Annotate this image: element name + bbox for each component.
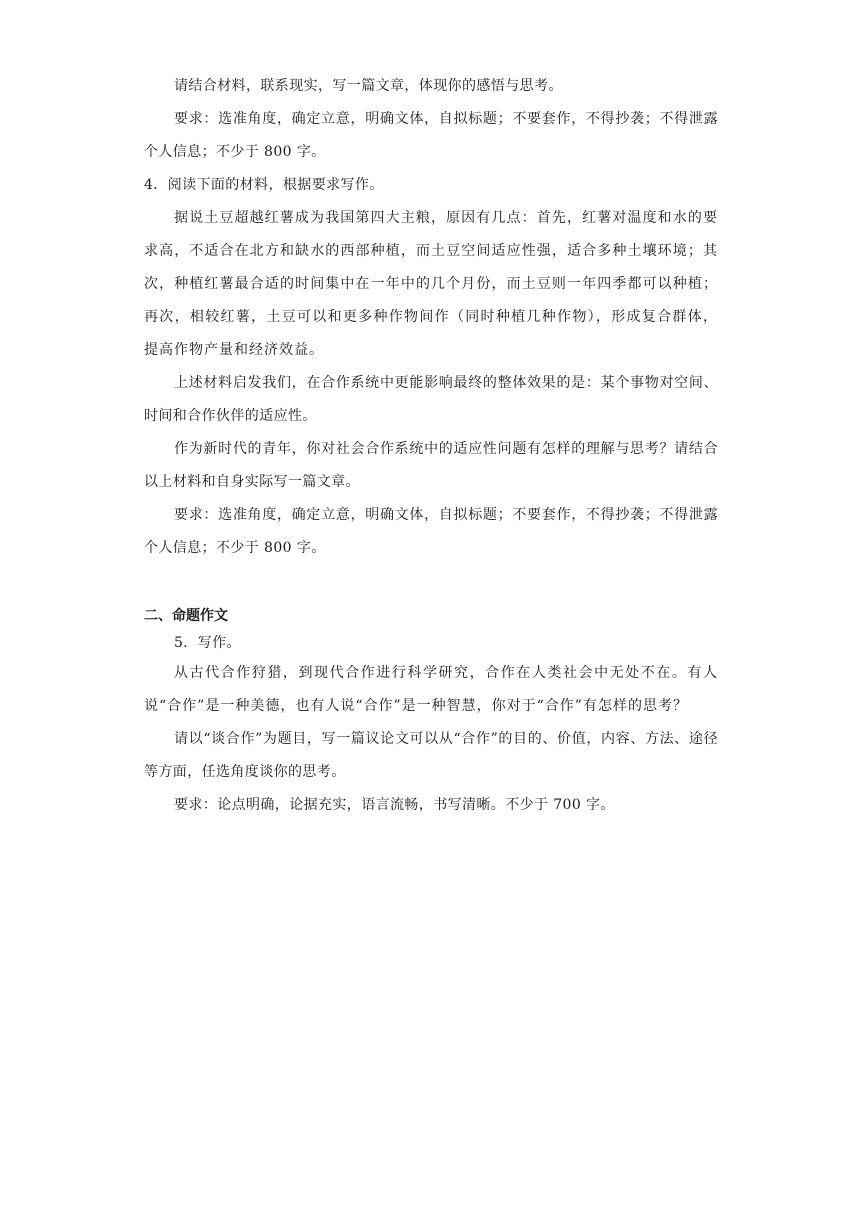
page-content — [144, 70, 718, 822]
q4-title: 4．阅读下面的材料，根据要求写作。 — [144, 177, 384, 193]
q3-requirement: 要求：选准角度，确定立意，明确文体，自拟标题；不要套作，不得抄袭；不得泄露个人信息；不少于 800 字。 — [144, 111, 718, 160]
q4-question: 作为新时代的青年，你对社会合作系统中的适应性问题有怎样的理解与思考？请结合以上材料和自身实际写一篇文章。 — [144, 441, 718, 490]
q4-inspiration: 上述材料启发我们，在合作系统中更能影响最终的整体效果的是：某个事物对空间、时间和合作伙伴的适应性。 — [144, 375, 718, 424]
q5-material: 从古代合作狩猎，到现代合作进行科学研究，合作在人类社会中无处不在。有人说“合作”是一种美德，也有人说“合作”是一种智慧，你对于“合作”有怎样的思考？ — [144, 665, 718, 714]
section-heading-propositional-essay: 二、命题作文 — [144, 608, 228, 624]
q5-task: 请以“谈合作”为题目，写一篇议论文可以从“合作”的目的、价值，内容、方法、途径等方面，任选角度谈你的思考。 — [144, 731, 718, 780]
q3-prompt: 请结合材料，联系现实，写一篇文章，体现你的感悟与思考。 — [174, 78, 563, 94]
q4-requirement: 要求：选准角度，确定立意，明确文体，自拟标题；不要套作，不得抄袭；不得泄露个人信息；不少于 800 字。 — [144, 507, 718, 556]
q5-title: 5．写作。 — [174, 635, 241, 651]
q4-material: 据说土豆超越红薯成为我国第四大主粮，原因有几点：首先，红薯对温度和水的要求高，不适合在北方和缺水的西部种植，而土豆空间适应性强，适合多种土壤环境；其次，种植红薯最合适的时间集中在一年中的几个月份，而土豆则一年四季都可以种植；再次，相较红薯，土豆可以和更多种作物间作（同时种植几种作物），形成复合群体，提高作物产量和经济效益。 — [144, 210, 718, 358]
q5-requirement: 要求：论点明确，论据充实，语言流畅，书写清晰。不少于 700 字。 — [174, 797, 615, 813]
